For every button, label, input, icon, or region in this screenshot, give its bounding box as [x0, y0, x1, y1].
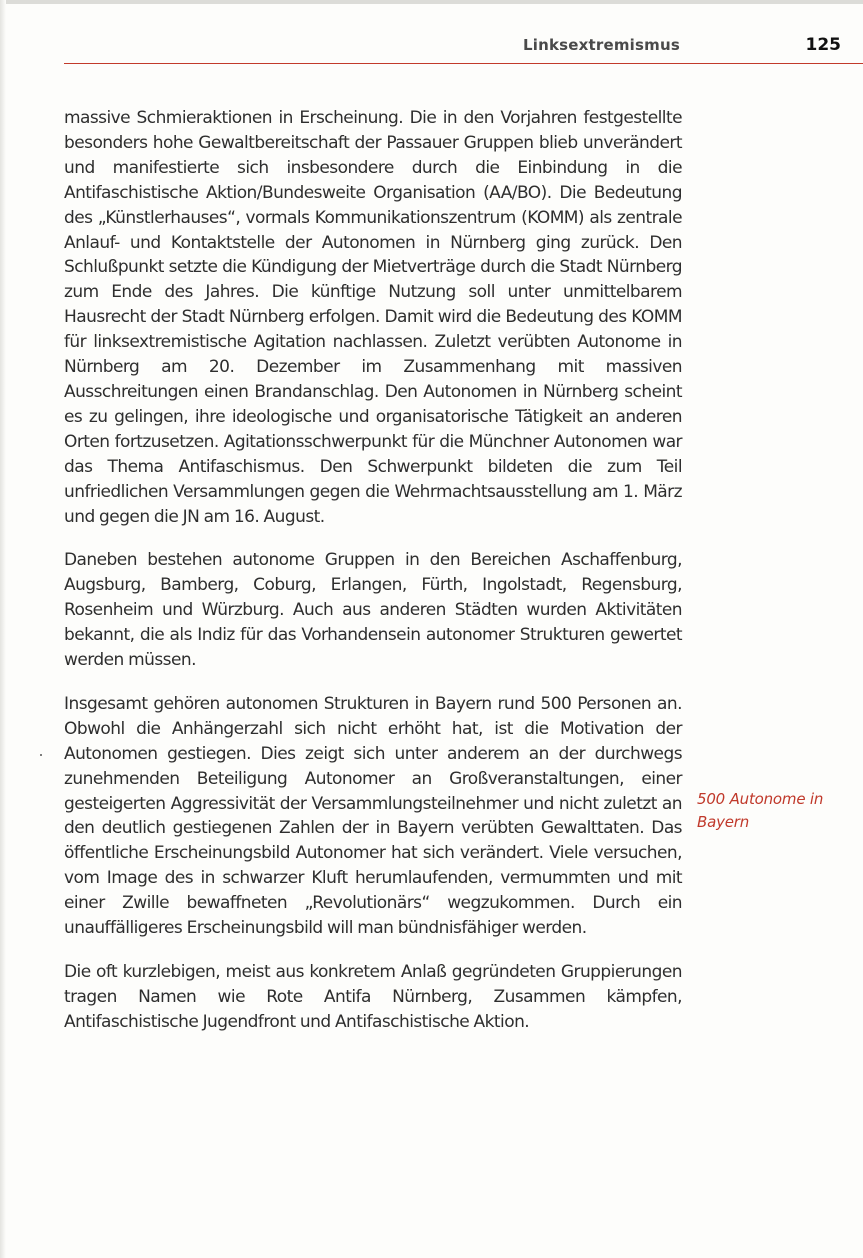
main-text-column: [64, 106, 682, 1054]
scan-speck: [40, 754, 42, 756]
header-rule: [64, 63, 863, 64]
page-number: 125: [805, 35, 841, 55]
margin-note: 500 Autonome in Bayern: [697, 790, 824, 831]
running-header-title: Linksextremismus: [522, 36, 680, 54]
page-left-edge: [0, 0, 6, 1258]
paragraph-2: Daneben bestehen autonome Gruppen in den Bereichen Aschaffenburg, Augsburg, Bamberg, Coburg, Erlangen, Fürth, Ingolstadt, Regensburg, Rosenheim und Würzburg. Auch aus anderen Städten wurden Aktivitäten bekannt, die als Indiz für das Vorhandensein autonomer Strukturen gewertet werden müssen.: [64, 550, 682, 671]
page-top-edge: [0, 0, 863, 4]
paragraph-1: massive Schmieraktionen in Erscheinung. Die in den Vorjahren festgestellte besonders hohe Gewaltbereitschaft der Passauer Gruppen blieb unverändert und manifestierte sich insbesondere durch die Einbindung in die Antifaschistische Aktion/Bundesweite Organisation (AA/BO). Die Bedeutung des „Künstlerhauses“, vormals Kommunikationszentrum (KOMM) als zentrale Anlauf- und Kontaktstelle der Autonomen in Nürnberg ging zurück. Den Schlußpunkt setzte die Kündigung der Mietverträge durch die Stadt Nürnberg zum Ende des Jahres. Die künftige Nutzung soll unter unmittelbarem Hausrecht der Stadt Nürnberg erfolgen. Damit wird die Bedeutung des KOMM für linksextremistische Agitation nachlassen. Zuletzt verübten Autonome in Nürnberg am 20. Dezember im Zusammenhang mit massiven Ausschreitungen einen Brandanschlag. Den Autonomen in Nürnberg scheint es zu gelingen, ihre ideologische und organisatorische Tätigkeit an anderen Orten fortzusetzen. Agitationsschwerpunkt für die Münchner Autonomen war das Thema Antifaschismus. Den Schwerpunkt bildeten die zum Teil unfriedlichen Versammlungen gegen die Wehrmachtsausstellung am 1. März und gegen die JN am 16. August.: [64, 108, 682, 527]
paragraph-3: Insgesamt gehören autonomen Strukturen in Bayern rund 500 Personen an. Obwohl die Anhängerzahl sich nicht erhöht hat, ist die Motivation der Autonomen gestiegen. Dies zeigt sich unter anderem an der durchwegs zunehmenden Beteiligung Autonomer an Großveranstaltungen, einer gesteigerten Aggressivität der Versammlungsteilnehmer und nicht zuletzt an den deutlich gestiegenen Zahlen der in Bayern verübten Gewalttaten. Das öffentliche Erscheinungsbild Autonomer hat sich verändert. Viele versuchen, vom Image des in schwarzer Kluft herumlaufenden, vermummten und mit einer Zwille bewaffneten „Revolutionärs“ wegzukommen. Durch ein unauffälligeres Erscheinungsbild will man bündnisfähiger werden.: [64, 693, 682, 939]
paragraph-4: Die oft kurzlebigen, meist aus konkretem Anlaß gegründeten Gruppierungen tragen Namen wie Rote Antifa Nürnberg, Zusammen kämpfen, Antifaschistische Jugendfront und Antifaschistische Aktion.: [64, 962, 682, 1032]
